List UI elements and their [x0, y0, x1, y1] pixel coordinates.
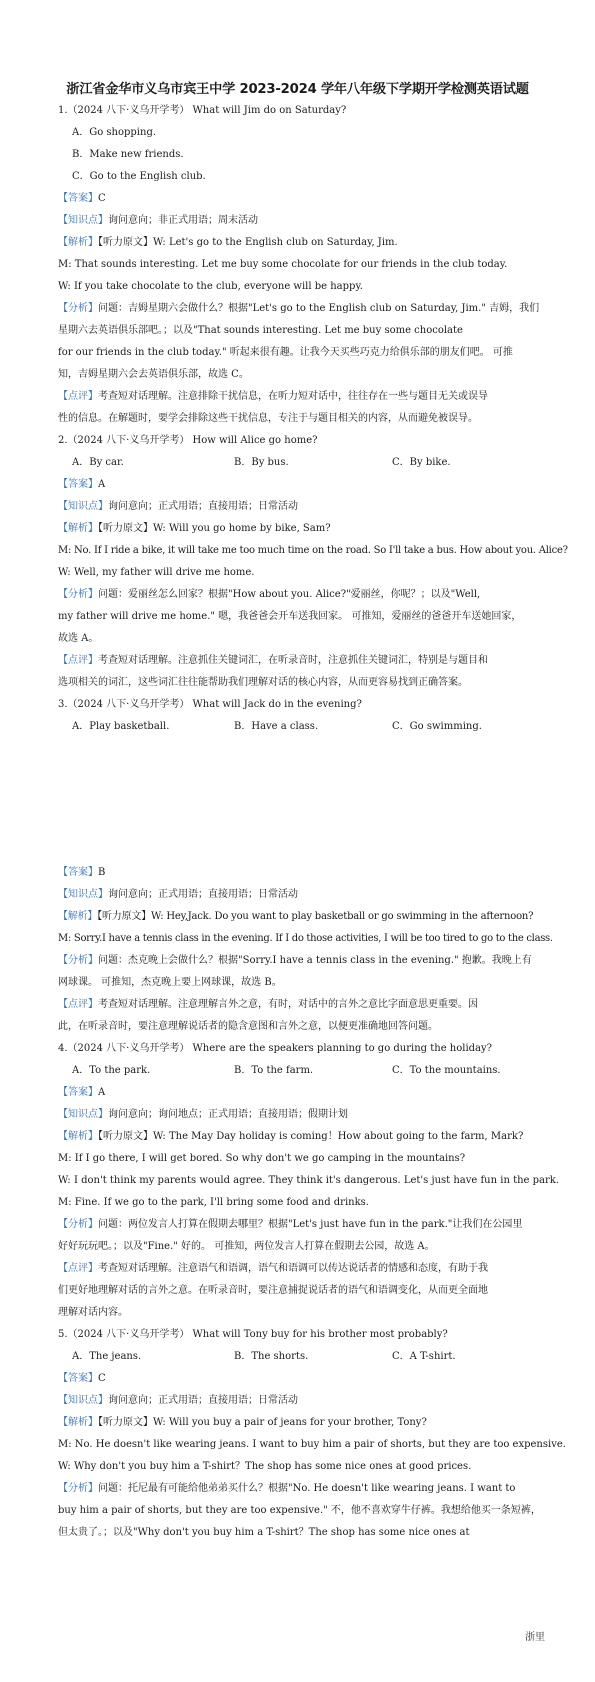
fenxi-tag: 【分析】 — [58, 955, 98, 966]
dianping-tag: 【点评】 — [58, 999, 98, 1010]
q4-comment-3: 理解对话内容。 — [58, 1307, 128, 1318]
dianping-tag: 【点评】 — [58, 391, 98, 402]
answer-tag: 【答案】 — [58, 1373, 98, 1384]
q1-fenxi-text: 问题：吉姆星期六会做什么？根据"Let's go to the English club on Saturday, Jim." 吉姆，我们 — [98, 303, 540, 314]
q1-dialogue-2: W: If you take chocolate to the club, everyone will be happy. — [58, 281, 363, 292]
q1-fenxi-2: 星期六去英语俱乐部吧。；以及"That sounds interesting. Let me buy some chocolate — [58, 325, 463, 336]
q3-option-c: C．Go swimming. — [392, 721, 482, 732]
knowledge-tag: 【知识点】 — [58, 501, 108, 512]
listening-tag: 【听力原文】 — [98, 237, 153, 248]
q3-fenxi-1 — [58, 954, 532, 968]
q3-knowledge: 询问意向；正式用语；直接用语；日常活动 — [108, 889, 298, 900]
q4-knowledge-line — [58, 1108, 348, 1122]
listening-tag: 【听力原文】 — [98, 1417, 153, 1428]
analysis-tag: 【解析】 — [58, 523, 98, 534]
q5-fenxi-2: buy him a pair of shorts, but they are too expensive." 不，他不喜欢穿牛仔裤。我想给他买一条短裤， — [58, 1505, 541, 1516]
q2-fenxi-3: 故选 A。 — [58, 633, 99, 644]
q3-comment-1 — [58, 998, 478, 1012]
q2-fenxi-1 — [58, 588, 480, 602]
q4-option-c: C．To the mountains. — [392, 1065, 501, 1076]
listening-tag: 【听力原文】 — [98, 1131, 153, 1142]
q3-answer: B — [98, 867, 106, 878]
q1-listening: W: Let's go to the English club on Saturday, Jim. — [153, 237, 398, 248]
q4-answer: A — [98, 1087, 106, 1098]
answer-tag: 【答案】 — [58, 479, 98, 490]
q4-comment-1 — [58, 1262, 488, 1276]
q2-option-a: A．By car. — [72, 457, 124, 468]
knowledge-tag: 【知识点】 — [58, 1109, 108, 1120]
q2-knowledge-line — [58, 500, 298, 514]
q5-option-c: C．A T-shirt. — [392, 1351, 456, 1362]
q4-dialogue-3: M: Fine. If we go to the park, I'll bring some food and drinks. — [58, 1197, 369, 1208]
q4-option-b: B．To the farm. — [234, 1065, 314, 1076]
knowledge-tag: 【知识点】 — [58, 889, 108, 900]
q2-dialogue-2: W: Well, my father will drive me home. — [58, 567, 255, 578]
q5-option-a: A．The jeans. — [72, 1351, 142, 1362]
q1-knowledge-line — [58, 214, 258, 228]
q1-option-a: A．Go shopping. — [72, 127, 157, 138]
q1-comment-text: 考查短对话理解。注意排除干扰信息，在听力短对话中，往往存在一些与题目无关或误导 — [98, 391, 488, 402]
analysis-tag: 【解析】 — [58, 237, 98, 248]
q2-comment-text: 考查短对话理解。注意抓住关键词汇，在听录音时，注意抓住关键词汇，特别是与题目和 — [98, 655, 488, 666]
q4-fenxi-1 — [58, 1218, 522, 1232]
knowledge-tag: 【知识点】 — [58, 215, 108, 226]
q5-knowledge-line — [58, 1394, 298, 1408]
q3-knowledge-line — [58, 888, 298, 902]
q5-stem: 5.（2024 八下·义乌开学考） What will Tony buy for his brother most probably? — [58, 1329, 448, 1340]
q3-comment-text: 考查短对话理解。注意理解言外之意，有时，对话中的言外之意比字面意思更重要。因 — [98, 999, 478, 1010]
q2-option-b: B．By bus. — [234, 457, 289, 468]
q1-option-c: C．Go to the English club. — [72, 171, 206, 182]
q1-answer: C — [98, 193, 106, 204]
q4-knowledge: 询问意向；询问地点；正式用语；直接用语；假期计划 — [108, 1109, 348, 1120]
q4-option-a: A．To the park. — [72, 1065, 151, 1076]
q5-analysis-line — [58, 1416, 427, 1430]
q5-listening: W: Will you buy a pair of jeans for your brother, Tony? — [153, 1417, 427, 1428]
q2-fenxi-text: 问题：爱丽丝怎么回家？根据"How about you. Alice?"爱丽丝，你呢？；以及"Well, — [98, 589, 481, 600]
q2-comment-2: 选项相关的词汇，这些词汇往往能帮助我们理解对话的核心内容，从而更容易找到正确答案。 — [58, 677, 468, 688]
q1-fenxi-1 — [58, 302, 539, 316]
q2-analysis-line — [58, 522, 331, 536]
answer-tag: 【答案】 — [58, 1087, 98, 1098]
q1-option-b: B．Make new friends. — [72, 149, 184, 160]
q2-answer: A — [98, 479, 106, 490]
q4-analysis-line — [58, 1130, 523, 1144]
answer-tag: 【答案】 — [58, 867, 98, 878]
fenxi-tag: 【分析】 — [58, 1219, 98, 1230]
q1-knowledge: 询问意向；非正式用语；周末活动 — [108, 215, 258, 226]
q4-listening: W: The May Day holiday is coming！How about going to the farm, Mark? — [153, 1131, 524, 1142]
page-footer: 浙里 — [525, 1632, 545, 1643]
q2-knowledge: 询问意向；正式用语；直接用语；日常活动 — [108, 501, 298, 512]
q1-comment-2: 性的信息。在解题时，要学会排除这些干扰信息，专注于与题目相关的内容，从而避免被误导。 — [58, 413, 478, 424]
q2-comment-1 — [58, 654, 488, 668]
q1-fenxi-3: for our friends in the club today." 听起来很有趣。让我今天买些巧克力给俱乐部的朋友们吧。 可推 — [58, 347, 513, 358]
analysis-tag: 【解析】 — [58, 1131, 98, 1142]
q2-stem: 2.（2024 八下·义乌开学考） How will Alice go home? — [58, 435, 318, 446]
analysis-tag: 【解析】 — [58, 1417, 98, 1428]
q2-answer-line — [58, 478, 105, 492]
q2-dialogue-1: M: No. If I ride a bike, it will take me too much time on the road. So I'll take a bus. How about you. Alice? — [58, 545, 568, 556]
q4-comment-text: 考查短对话理解。注意语气和语调，语气和语调可以传达说话者的情感和态度，有助于我 — [98, 1263, 488, 1274]
q4-answer-line — [58, 1086, 105, 1100]
q5-fenxi-1 — [58, 1482, 515, 1496]
q5-dialogue-2: W: Why don't you buy him a T-shirt？The shop has some nice ones at good prices. — [58, 1461, 472, 1472]
q5-option-b: B．The shorts. — [234, 1351, 309, 1362]
q5-fenxi-text: 问题：托尼最有可能给他弟弟买什么？根据"No. He doesn't like wearing jeans. I want to — [98, 1483, 516, 1494]
q3-comment-2: 此，在听录音时，要注意理解说话者的隐含意图和言外之意，以便更准确地回答问题。 — [58, 1021, 438, 1032]
knowledge-tag: 【知识点】 — [58, 1395, 108, 1406]
q1-fenxi-4: 知，吉姆星期六会去英语俱乐部，故选 C。 — [58, 369, 249, 380]
q1-dialogue-1: M: That sounds interesting. Let me buy some chocolate for our friends in the club today. — [58, 259, 508, 270]
fenxi-tag: 【分析】 — [58, 589, 98, 600]
q1-stem: 1.（2024 八下·义乌开学考） What will Jim do on Saturday? — [58, 105, 347, 116]
q3-answer-line — [58, 866, 105, 880]
fenxi-tag: 【分析】 — [58, 1483, 98, 1494]
q3-listening: W: Hey,Jack. Do you want to play basketball or go swimming in the afternoon? — [151, 911, 534, 922]
q3-analysis-line — [58, 910, 533, 924]
listening-tag: 【听力原文】 — [98, 523, 153, 534]
q1-analysis-line — [58, 236, 398, 250]
q2-listening: W: Will you go home by bike, Sam? — [153, 523, 331, 534]
listening-tag: 【听力原文】 — [97, 911, 152, 922]
q2-fenxi-2: my father will drive me home." 嗯，我爸爸会开车送我回家。 可推知，爱丽丝的爸爸开车送她回家， — [58, 611, 522, 622]
analysis-tag: 【解析】 — [58, 911, 98, 922]
dianping-tag: 【点评】 — [58, 655, 98, 666]
fenxi-tag: 【分析】 — [58, 303, 98, 314]
q5-answer-line — [58, 1372, 106, 1386]
q3-stem: 3.（2024 八下·义乌开学考） What will Jack do in the evening? — [58, 699, 362, 710]
q5-fenxi-3: 但太贵了。；以及"Why don't you buy him a T-shirt？The shop has some nice ones at — [58, 1527, 470, 1538]
answer-tag: 【答案】 — [58, 193, 98, 204]
q1-answer-line — [58, 192, 106, 206]
q3-option-b: B．Have a class. — [234, 721, 319, 732]
q5-answer: C — [98, 1373, 106, 1384]
q5-dialogue-1: M: No. He doesn't like wearing jeans. I want to buy him a pair of shorts, but they are too expensive. — [58, 1439, 566, 1450]
q4-comment-2: 们更好地理解对话的言外之意。在听录音时，要注意捕捉说话者的语气和语调变化，从而更全面地 — [58, 1285, 488, 1296]
q3-dialogue-1: M: Sorry.I have a tennis class in the evening. If I do those activities, I will be too tired to go to the class. — [58, 933, 553, 944]
q4-dialogue-2: W: I don't think my parents would agree. They think it's dangerous. Let's just have fun in the park. — [58, 1175, 560, 1186]
q4-stem: 4.（2024 八下·义乌开学考） Where are the speakers planning to go during the holiday? — [58, 1043, 493, 1054]
q3-fenxi-text: 问题：杰克晚上会做什么？根据"Sorry.I have a tennis class in the evening." 抱歉。我晚上有 — [98, 955, 532, 966]
q4-fenxi-2: 好好玩玩吧。；以及"Fine." 好的。 可推知，两位发言人打算在假期去公园，故选 A。 — [58, 1241, 435, 1252]
document-title: 浙江省金华市义乌市宾王中学 2023-2024 学年八年级下学期开学检测英语试题 — [66, 82, 529, 97]
q4-fenxi-text: 问题：两位发言人打算在假期去哪里？根据"Let's just have fun in the park."让我们在公园里 — [98, 1219, 523, 1230]
q1-comment-1 — [58, 390, 488, 404]
dianping-tag: 【点评】 — [58, 1263, 98, 1274]
q3-option-a: A．Play basketball. — [72, 721, 170, 732]
q3-fenxi-2: 网球课。 可推知，杰克晚上要上网球课，故选 B。 — [58, 977, 282, 988]
q4-dialogue-1: M: If I go there, I will get bored. So why don't we go camping in the mountains? — [58, 1153, 466, 1164]
q2-option-c: C．By bike. — [392, 457, 451, 468]
q5-knowledge: 询问意向；正式用语；直接用语；日常活动 — [108, 1395, 298, 1406]
